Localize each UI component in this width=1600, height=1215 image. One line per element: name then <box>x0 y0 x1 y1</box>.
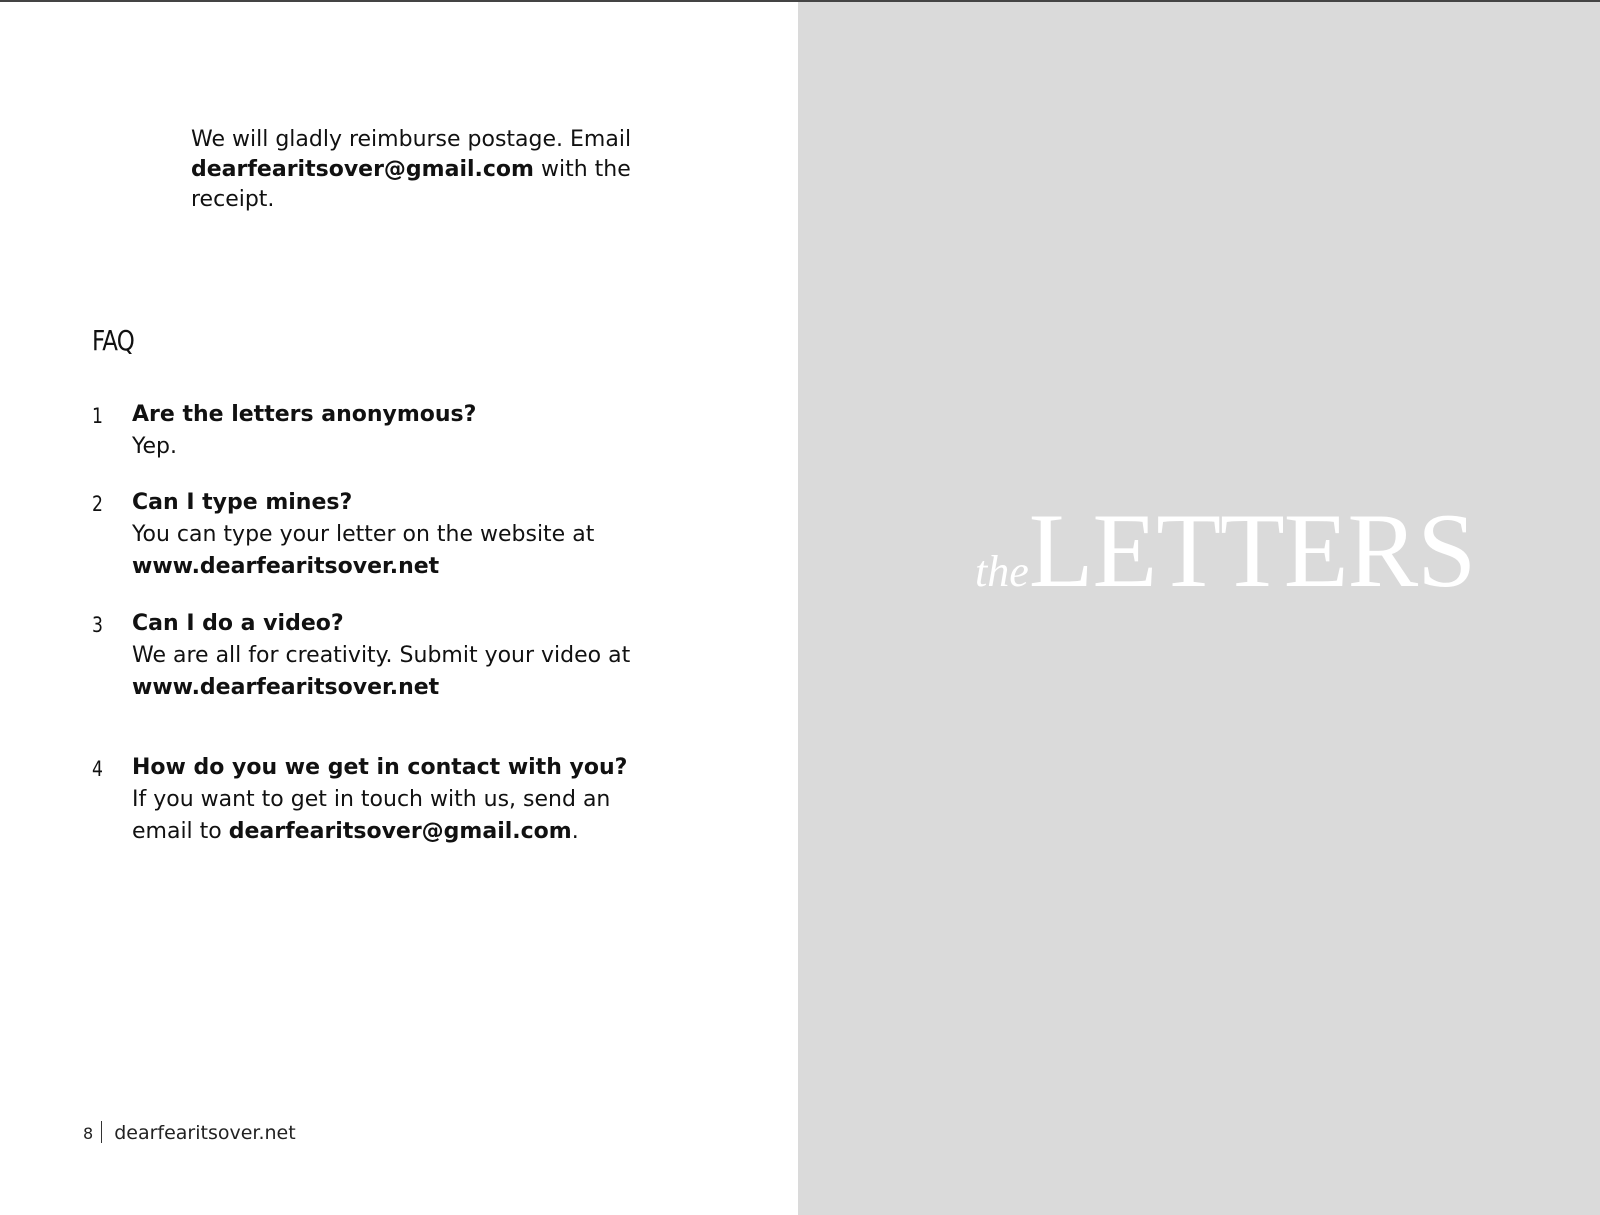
title-small: the <box>975 547 1029 596</box>
postage-note-tail: with the <box>533 157 631 182</box>
page-number: 8 <box>83 1124 94 1143</box>
page-footer <box>83 1120 296 1147</box>
website-link: www.dearfearitsover.net <box>132 675 440 700</box>
faq-answer: Yep. <box>132 434 178 459</box>
faq-answer: If you want to get in touch with us, send an email to dearfearitsover@gmail.com. <box>132 787 611 844</box>
faq-question: How do you we get in contact with you? <box>132 755 628 780</box>
footer-site: dearfearitsover.net <box>114 1122 296 1144</box>
faq-answer: You can type your letter on the website at www.dearfearitsover.net <box>132 522 595 579</box>
faq-heading: FAQ <box>92 324 135 357</box>
website-link: www.dearfearitsover.net <box>132 554 440 579</box>
postage-note-line1: We will gladly reimburse postage. Email <box>191 127 632 152</box>
faq-number: 1 <box>92 404 103 428</box>
postage-note-line3: receipt. <box>191 187 275 212</box>
faq-number: 4 <box>92 757 103 781</box>
faq-question: Can I type mines? <box>132 490 353 515</box>
footer-divider <box>101 1121 102 1143</box>
faq-question: Are the letters anonymous? <box>132 402 477 427</box>
faq-number: 3 <box>92 613 103 637</box>
section-title <box>975 490 1475 612</box>
faq-question: Can I do a video? <box>132 611 344 636</box>
contact-email: dearfearitsover@gmail.com <box>228 819 572 844</box>
title-large: LETTERS <box>1028 492 1476 609</box>
faq-number: 2 <box>92 492 103 516</box>
postage-email: dearfearitsover@gmail.com <box>191 157 534 182</box>
postage-note <box>191 125 651 215</box>
faq-answer: We are all for creativity. Submit your video at www.dearfearitsover.net <box>132 643 631 700</box>
